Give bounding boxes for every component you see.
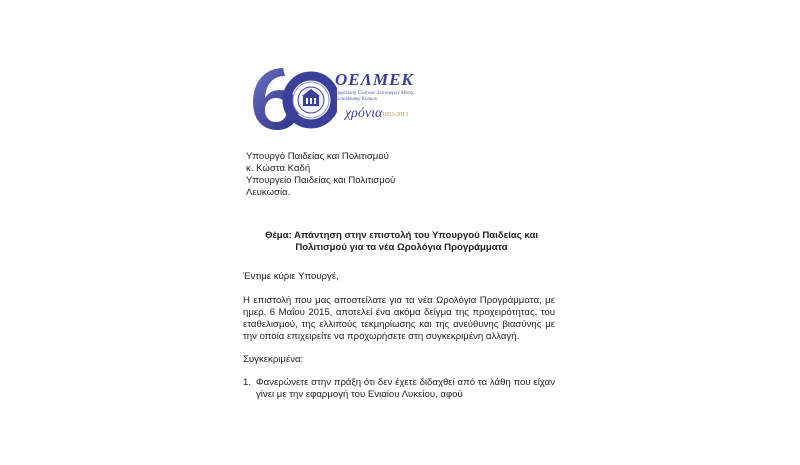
- logo-years: 1953-2013: [382, 112, 408, 118]
- recipient-block: [246, 151, 395, 199]
- recipient-line-3: Υπουργείο Παιδείας και Πολιτισμού: [246, 175, 396, 186]
- subject-line-1: Θέμα: Απάντηση στην επιστολή του Υπουργού Παιδείας και: [264, 230, 539, 241]
- subject-line-2: Πολιτισμού για τα νέα Ωρολόγια Προγράμματα: [295, 242, 508, 253]
- greeting: Έντιμε κύριε Υπουργέ,: [243, 271, 339, 282]
- specifically-label: Συγκεκριμένα:: [243, 354, 304, 365]
- recipient-line-1: Υπουργό Παιδείας και Πολιτισμού: [246, 151, 389, 162]
- recipient-line-4: Λευκωσία.: [246, 187, 291, 198]
- logo-subtitle: Οργάνωση Ελλήνων Λειτουργών Μέσης Εκπαίδευσης Κύπρου: [335, 91, 414, 102]
- recipient-line-2: κ. Κώστα Καδή: [246, 163, 311, 174]
- subject-heading: [250, 230, 553, 254]
- oelmek-60-years-logo: [247, 62, 417, 134]
- logo-60-emblem-icon: [247, 62, 337, 134]
- list-item-text: Φανερώνετε στην πράξη ότι δεν έχετε διδαχθεί από τα λάθη που είχαν γίνει με την εφαρμογή του Ενιαίου Λυκείου, αφού: [256, 377, 555, 400]
- logo-name: ΟΕΛΜΕΚ: [335, 70, 414, 89]
- body-paragraph: Η επιστολή που μας αποστείλατε για τα νέα Ωρολόγια Προγράμματα, με ημερ. 6 Μαΐου 2015, αποτελεί ένα ακόμα δείγμα της προχειρότητας, του εταθελισμού, της ελλιπούς τεκμηρίωσης και της ανεύθυνης βιασύνης με την οποία επιχειρείτε να προχωρήσετε στη συγκεκριμένη αλλαγή.: [243, 295, 555, 342]
- logo-word: χρόνια: [345, 106, 383, 121]
- list-item-number: 1.: [243, 377, 252, 388]
